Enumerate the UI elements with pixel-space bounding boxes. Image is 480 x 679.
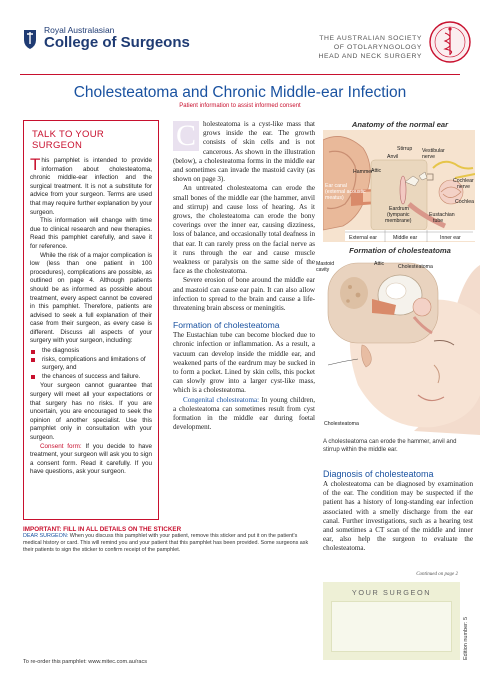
page-subtitle: Patient information to assist informed consent (179, 103, 301, 109)
org-name-small: Royal Australasian (44, 25, 115, 35)
list-item (30, 347, 152, 356)
list-item (30, 373, 152, 382)
label-eardrum-2: (tympanic (387, 212, 410, 218)
label-cochlear-nerve: Cochlear (453, 178, 474, 184)
intro-text: holesteatoma is a cyst-like mass that grows inside the ear. The growth consists of skin cells and is not cancerous. As shown in the illustration (below), a cholesteatoma forms in the middle ear and sometimes can invade the mastoid cavity (as shown on page 3). (173, 120, 315, 184)
label-eardrum-3: membrane) (385, 218, 412, 224)
label-cholesteatoma: Cholesteatoma (398, 264, 433, 270)
label-middle-ear: Middle ear (393, 235, 418, 241)
label-eustachian: Eustachian (429, 212, 455, 218)
bullet-icon (31, 358, 35, 362)
sidebar-dropcap: T (30, 155, 41, 174)
cholesteatoma-illustration (314, 255, 480, 435)
label-external-ear: External ear (349, 235, 377, 241)
body-paragraph: Severe erosion of bone around the middle ear and mastoid can cause ear pain. It can also allow infection to spread to the brain and cause a life-threatening brain abscess or meningitis. (173, 276, 315, 313)
consent-paragraph (30, 443, 152, 477)
label-ear-canal-2: (external acoustic (325, 189, 366, 195)
list-item (30, 356, 152, 373)
list-item-text: the chances of success and failure. (42, 372, 141, 380)
label-cochlea: Cochlea (455, 199, 475, 205)
bullet-icon (31, 350, 35, 354)
diagnosis-heading: Diagnosis of cholesteatoma (323, 469, 434, 479)
list-item-text: risks, complications and limitations of surgery, and (42, 355, 146, 372)
reorder-info: To re-order this pamphlet: www.mitec.com.au/racs (23, 659, 148, 665)
diagnosis-column (323, 480, 473, 554)
talk-to-surgeon-box (23, 120, 159, 520)
discussion-list (30, 347, 152, 381)
sticker-notice (23, 526, 315, 555)
formation-heading: Formation of cholesteatoma (173, 320, 280, 331)
sticker-notice-body: When you discuss this pamphlet with your patient, remove this sticker and put it on the patient's medical history or card. This will remind you and your patient that this pamphlet has been provided. Some surgeons ask their patients to sign the sticker to confirm receipt of the pamphlet. (23, 533, 309, 554)
illustration-caption: A cholesteatoma can erode the hammer, anvil and stirrup within the middle ear. (323, 439, 457, 453)
consent-text: If you decide to have treatment, your surgeon will ask you to sign a consent form. Read it carefully. If you have questions, ask your surgeon. (30, 442, 152, 476)
ear-anatomy-illustration (323, 130, 475, 242)
sidebar-paragraph-text: his pamphlet is intended to provide information about cholesteatoma, chronic middle-ear infection and the surgical treatment. It is not a substitute for advice from your surgeon. Terms are used that may require further explanation by your surgeon. (30, 157, 152, 216)
list-item-text: the diagnosis (42, 347, 80, 355)
label-hammer: Hammer (353, 169, 373, 175)
edition-number: Edition number: 5 (463, 616, 469, 660)
anatomy-title: Anatomy of the normal ear (351, 120, 449, 129)
bullet-icon (31, 375, 35, 379)
label-attic: Attic (371, 168, 382, 174)
label-inner-ear: Inner ear (440, 235, 461, 241)
label-anvil: Anvil (387, 154, 399, 160)
society-seal-icon (428, 20, 472, 64)
your-surgeon-label: YOUR SURGEON (351, 588, 432, 597)
label-cochlear-nerve-2: nerve (457, 184, 470, 190)
society-line: THE AUSTRALIAN SOCIETY (319, 35, 422, 42)
racs-logo (22, 26, 190, 51)
society-line: OF OTOLARYNGOLOGY (333, 44, 422, 51)
label-mastoid-cavity-2: cavity (316, 267, 330, 273)
congenital-label: Congenital cholesteatoma: (183, 395, 260, 404)
label-mastoid-cavity: Mastoid (316, 261, 335, 267)
label-vestibular: Vestibular (422, 148, 445, 154)
intro-paragraph (173, 120, 315, 184)
sidebar-paragraph: This information will change with time due to clinical research and new therapies. Read this pamphlet carefully, and save it for reference. (30, 217, 152, 250)
org-name-large: College of Surgeons (44, 34, 190, 51)
label-eustachian-2: tube (433, 218, 444, 224)
label-vestibular-2: nerve (422, 154, 435, 160)
your-surgeon-box (323, 582, 460, 660)
label-cholesteatoma-face: Cholesteatoma (324, 421, 359, 427)
diagnosis-paragraph: A cholesteatoma can be diagnosed by examination of the ear. The condition may be suspected if the patient has a history of long-standing ear infection associated with a smelly discharge from the ear canal. Further investigations, such as a hearing test and sometimes a CT scan of the middle and inner ear, also help the surgeon to evaluate the cholesteatoma. (323, 480, 473, 553)
congenital-text: In young children, a cholesteatoma can sometimes result from cyst formation in the middle ear during foetal development. (173, 395, 315, 432)
label-stirrup: Stirrup (397, 146, 413, 152)
dropcap: C (173, 121, 199, 151)
society-name (319, 34, 423, 61)
congenital-paragraph (173, 396, 315, 433)
label-attic: Attic (374, 261, 385, 267)
consent-label: Consent form: (40, 442, 82, 450)
label-ear-canal: Ear canal (325, 183, 347, 189)
main-text-column (173, 120, 315, 433)
sidebar-paragraph (30, 157, 152, 217)
sidebar-paragraph: Your surgeon cannot guarantee that surgery will meet all your expectations or that surgery has no risks. If you are uncertain, you are encouraged to seek the opinion of another specialist. Use this pamphlet only in consultation with your surgeon. (30, 382, 152, 441)
body-paragraph: The Eustachian tube can become blocked due to chronic infection or inflammation. As a result, a vacuum can develop inside the middle ear, and weakened parts of the eardrum may be sucked in to form a pocket. Lined by skin cells, this pocket can slowly grow into a larger cyst-like mass, which is a cholesteatoma. (173, 331, 315, 395)
header-divider (20, 74, 460, 75)
sidebar-heading: TALK TO YOUR SURGEON (32, 129, 105, 151)
label-ear-canal-3: meatus) (325, 195, 344, 201)
dear-surgeon-label: DEAR SURGEON: (23, 533, 69, 539)
sticker-notice-text (23, 533, 315, 555)
society-line: HEAD AND NECK SURGERY (318, 53, 422, 60)
college-crest-icon (22, 28, 38, 50)
formation-illustration-title: Formation of cholesteatoma (349, 246, 451, 255)
label-eardrum: Eardrum (389, 206, 409, 212)
sticker-notice-title: IMPORTANT: FILL IN ALL DETAILS ON THE STICKER (23, 526, 182, 533)
sidebar-paragraph: While the risk of a major complication is low (less than one patient in 100 procedures), complications are possible, as outlined on page 4. Although patients should be as informed as possible about treatment, every aspect cannot be covered in this pamphlet. Therefore, patients are advised to seek a full explanation of their case from their surgeon, as every case is different. Discuss all aspects of your surgery with your surgeon, including: (30, 251, 152, 345)
surgeon-details-field[interactable] (331, 601, 452, 652)
page-title: Cholesteatoma and Chronic Middle-ear Infection (73, 84, 407, 101)
continued-note: Continued on page 2 (416, 572, 458, 577)
body-paragraph: An untreated cholesteatoma can erode the small bones of the middle ear (the hammer, anvil and stirrup) and cause loss of hearing. As it grows, the cholesteatoma can erode the bony coverings over the inner ear, causing dizziness, loss of balance, and occasionally total deafness in that ear. It can rarely press on the facial nerve as it runs through the ear and cause muscle weakness or paralysis on the same side of the face as the cholesteatoma. (173, 184, 315, 276)
